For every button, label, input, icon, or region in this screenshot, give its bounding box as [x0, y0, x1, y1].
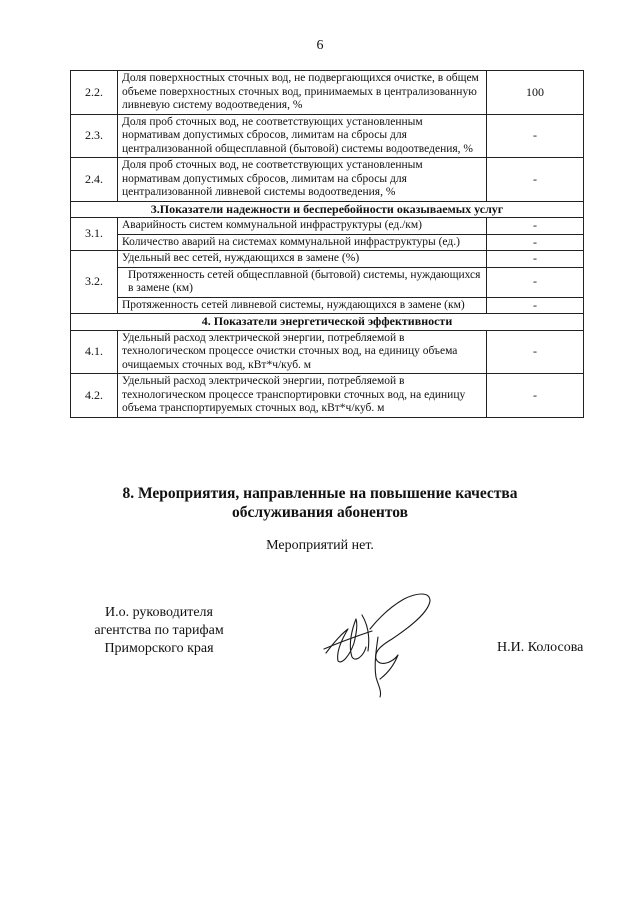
row-value: -	[487, 218, 584, 235]
row-description: Удельный расход электрической энергии, потребляемой в технологическом процессе транспортировки сточных вод, на единицу объема транспортируемых сточных вод, кВт*ч/куб. м	[118, 374, 487, 418]
table-row	[71, 234, 584, 251]
table-row	[71, 251, 584, 268]
signer-position	[64, 604, 254, 658]
signer-title-line3: Приморского края	[104, 641, 214, 656]
signer-title-line2: агентства по тарифам	[94, 623, 224, 638]
row-value: 100	[487, 71, 584, 115]
row-value: -	[487, 234, 584, 251]
table-row	[71, 267, 584, 297]
row-description: Доля проб сточных вод, не соответствующих установленным нормативам допустимых сбросов, лимитам на сбросы для централизованной общесплавной (бытовой) системы водоотведения, %	[118, 114, 487, 158]
row-description: Доля поверхностных сточных вод, не подвергающихся очистке, в общем объеме поверхностных сточных вод, принимаемых в централизованную ливневую систему водоотведения, %	[118, 71, 487, 115]
row-number: 3.1.	[71, 218, 118, 251]
section-3-title: 3.Показатели надежности и бесперебойности оказываемых услуг	[71, 201, 584, 218]
row-description: Удельный расход электрической энергии, потребляемой в технологическом процессе очистки сточных вод, на единицу объема очищаемых сточных вод, кВт*ч/куб. м	[118, 330, 487, 374]
section-4-title: 4. Показатели энергетической эффективности	[71, 314, 584, 331]
row-description: Доля проб сточных вод, не соответствующих установленным нормативам допустимых сбросов, лимитам на сбросы для централизованной ливневой системы водоотведения, %	[118, 158, 487, 202]
row-description: Протяженность сетей ливневой системы, нуждающихся в замене (км)	[118, 297, 487, 314]
handwritten-signature-icon	[318, 585, 438, 705]
row-number: 2.4.	[71, 158, 118, 202]
row-value: -	[487, 251, 584, 268]
signer-title-line1: И.о. руководителя	[104, 605, 213, 620]
row-description: Количество аварий на системах коммунальной инфраструктуры (ед.)	[118, 234, 487, 251]
row-value: -	[487, 374, 584, 418]
table-row	[71, 330, 584, 374]
row-description: Удельный вес сетей, нуждающихся в замене (%)	[118, 251, 487, 268]
row-value: -	[487, 297, 584, 314]
section-8-body: Мероприятий нет.	[266, 538, 374, 553]
signer-name: Н.И. Колосова	[497, 640, 584, 655]
table-row	[71, 297, 584, 314]
section-8-heading	[0, 484, 640, 522]
section-8-title-line2: обслуживания абонентов	[232, 504, 408, 521]
section-8-title-line1: 8. Мероприятия, направленные на повышение качества	[122, 485, 518, 502]
row-number: 4.2.	[71, 374, 118, 418]
page-number: 6	[316, 38, 324, 53]
row-description: Аварийность систем коммунальной инфраструктуры (ед./км)	[118, 218, 487, 235]
row-value: -	[487, 114, 584, 158]
row-number: 3.2.	[71, 251, 118, 314]
row-description: Протяженность сетей общесплавной (бытовой) системы, нуждающихся в замене (км)	[118, 267, 487, 297]
section-header-row	[71, 201, 584, 218]
table-row	[71, 71, 584, 115]
table-row	[71, 374, 584, 418]
indicators-table	[70, 70, 584, 418]
section-header-row	[71, 314, 584, 331]
row-value: -	[487, 158, 584, 202]
row-number: 2.3.	[71, 114, 118, 158]
row-value: -	[487, 267, 584, 297]
row-number: 2.2.	[71, 71, 118, 115]
table-row	[71, 218, 584, 235]
row-value: -	[487, 330, 584, 374]
row-number: 4.1.	[71, 330, 118, 374]
table-row	[71, 158, 584, 202]
table-row	[71, 114, 584, 158]
